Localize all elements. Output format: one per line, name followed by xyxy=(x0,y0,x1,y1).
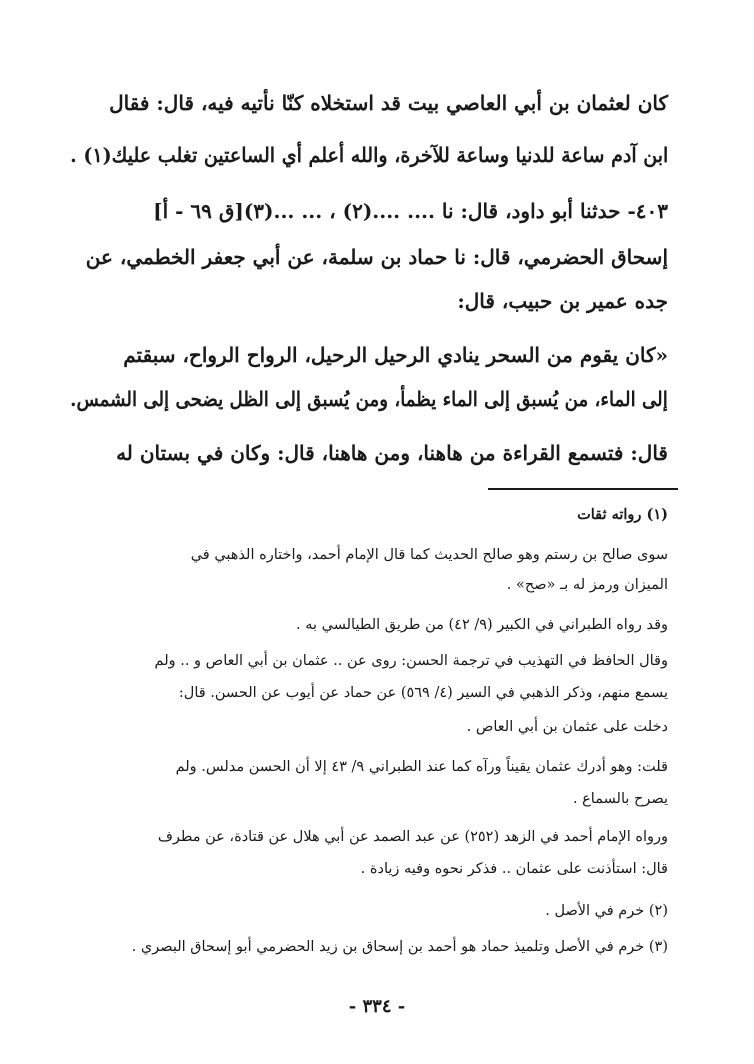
footnote-1-line-7: قلت: وهو أدرك عثمان يقيناً ورآه كما عند الطبراني ٩/ ٤٣ إلا أن الحسن مدلس. ولم xyxy=(175,759,668,775)
footnote-1-line-4: وقال الحافظ في التهذيب في ترجمة الحسن: روى عن .. عثمان بن أبي العاص و .. ولم xyxy=(154,653,668,669)
main-text-line-1: كان لعثمان بن أبي العاصي بيت قد استخلاه كنّا نأتيه فيه، قال: فقال xyxy=(109,91,668,115)
footnote-1-line-5: يسمع منهم، وذكر الذهبي في السير (٤/ ٥٦٩) عن حماد عن أيوب عن الحسن. قال: xyxy=(178,685,668,701)
footnote-1-line-2: الميزان ورمز له بـ «صح» . xyxy=(506,577,668,593)
hadith-number-line: ٤٠٣- حدثنا أبو داود، قال: نا .... ....(٢) ، ... ...(٣)[ق ٦٩ - أ] xyxy=(153,199,668,223)
main-text-line-2: ابن آدم ساعة للدنيا وساعة للآخرة، والله أعلم أي الساعتين تغلب عليك(١) . xyxy=(69,143,668,167)
footnote-1-line-1: سوى صالح بن رستم وهو صالح الحديث كما قال الإمام أحمد، واختاره الذهبي في xyxy=(190,547,668,563)
footnote-1-line-10: قال: استأذنت على عثمان .. فذكر نحوه وفيه زيادة . xyxy=(360,861,668,877)
main-text-line-8: قال: فتسمع القراءة من هاهنا، ومن هاهنا، قال: وكان في بستان له xyxy=(116,441,668,465)
footnote-1-line-9: ورواه الإمام أحمد في الزهد (٢٥٢) عن عبد الصمد عن أبي هلال عن قتادة، عن مطرف xyxy=(157,829,668,845)
footnote-1-line-8: يصرح بالسماع . xyxy=(572,791,668,807)
main-text-line-4: إسحاق الحضرمي، قال: نا حماد بن سلمة، عن أبي جعفر الخطمي، عن xyxy=(85,245,668,269)
page-number: - ٣٣٤ - xyxy=(348,996,406,1017)
footnote-1-heading: (١) رواته ثقات xyxy=(577,506,668,523)
footnote-1-line-6: دخلت على عثمان بن أبي العاص . xyxy=(466,719,668,735)
main-text-line-5: جده عمير بن حبيب، قال: xyxy=(457,289,668,313)
main-text-line-7: إلى الماء، من يُسبق إلى الماء يظمأ، ومن يُسبق إلى الظل يضحى إلى الشمس. xyxy=(70,387,668,411)
footnote-2: (٢) خرم في الأصل . xyxy=(545,903,668,919)
footnote-3: (٣) خرم في الأصل وتلميذ حماد هو أحمد بن إسحاق بن زيد الحضرمي أبو إسحاق البصري . xyxy=(131,939,668,955)
footnote-separator xyxy=(488,488,678,490)
footnote-1-line-3: وقد رواه الطبراني في الكبير (٩/ ٤٢) من طريق الطيالسي به . xyxy=(295,617,668,633)
main-text-line-6: «كان يقوم من السحر ينادي الرحيل الرحيل، الرواح الرواح، سبقتم xyxy=(123,343,668,367)
